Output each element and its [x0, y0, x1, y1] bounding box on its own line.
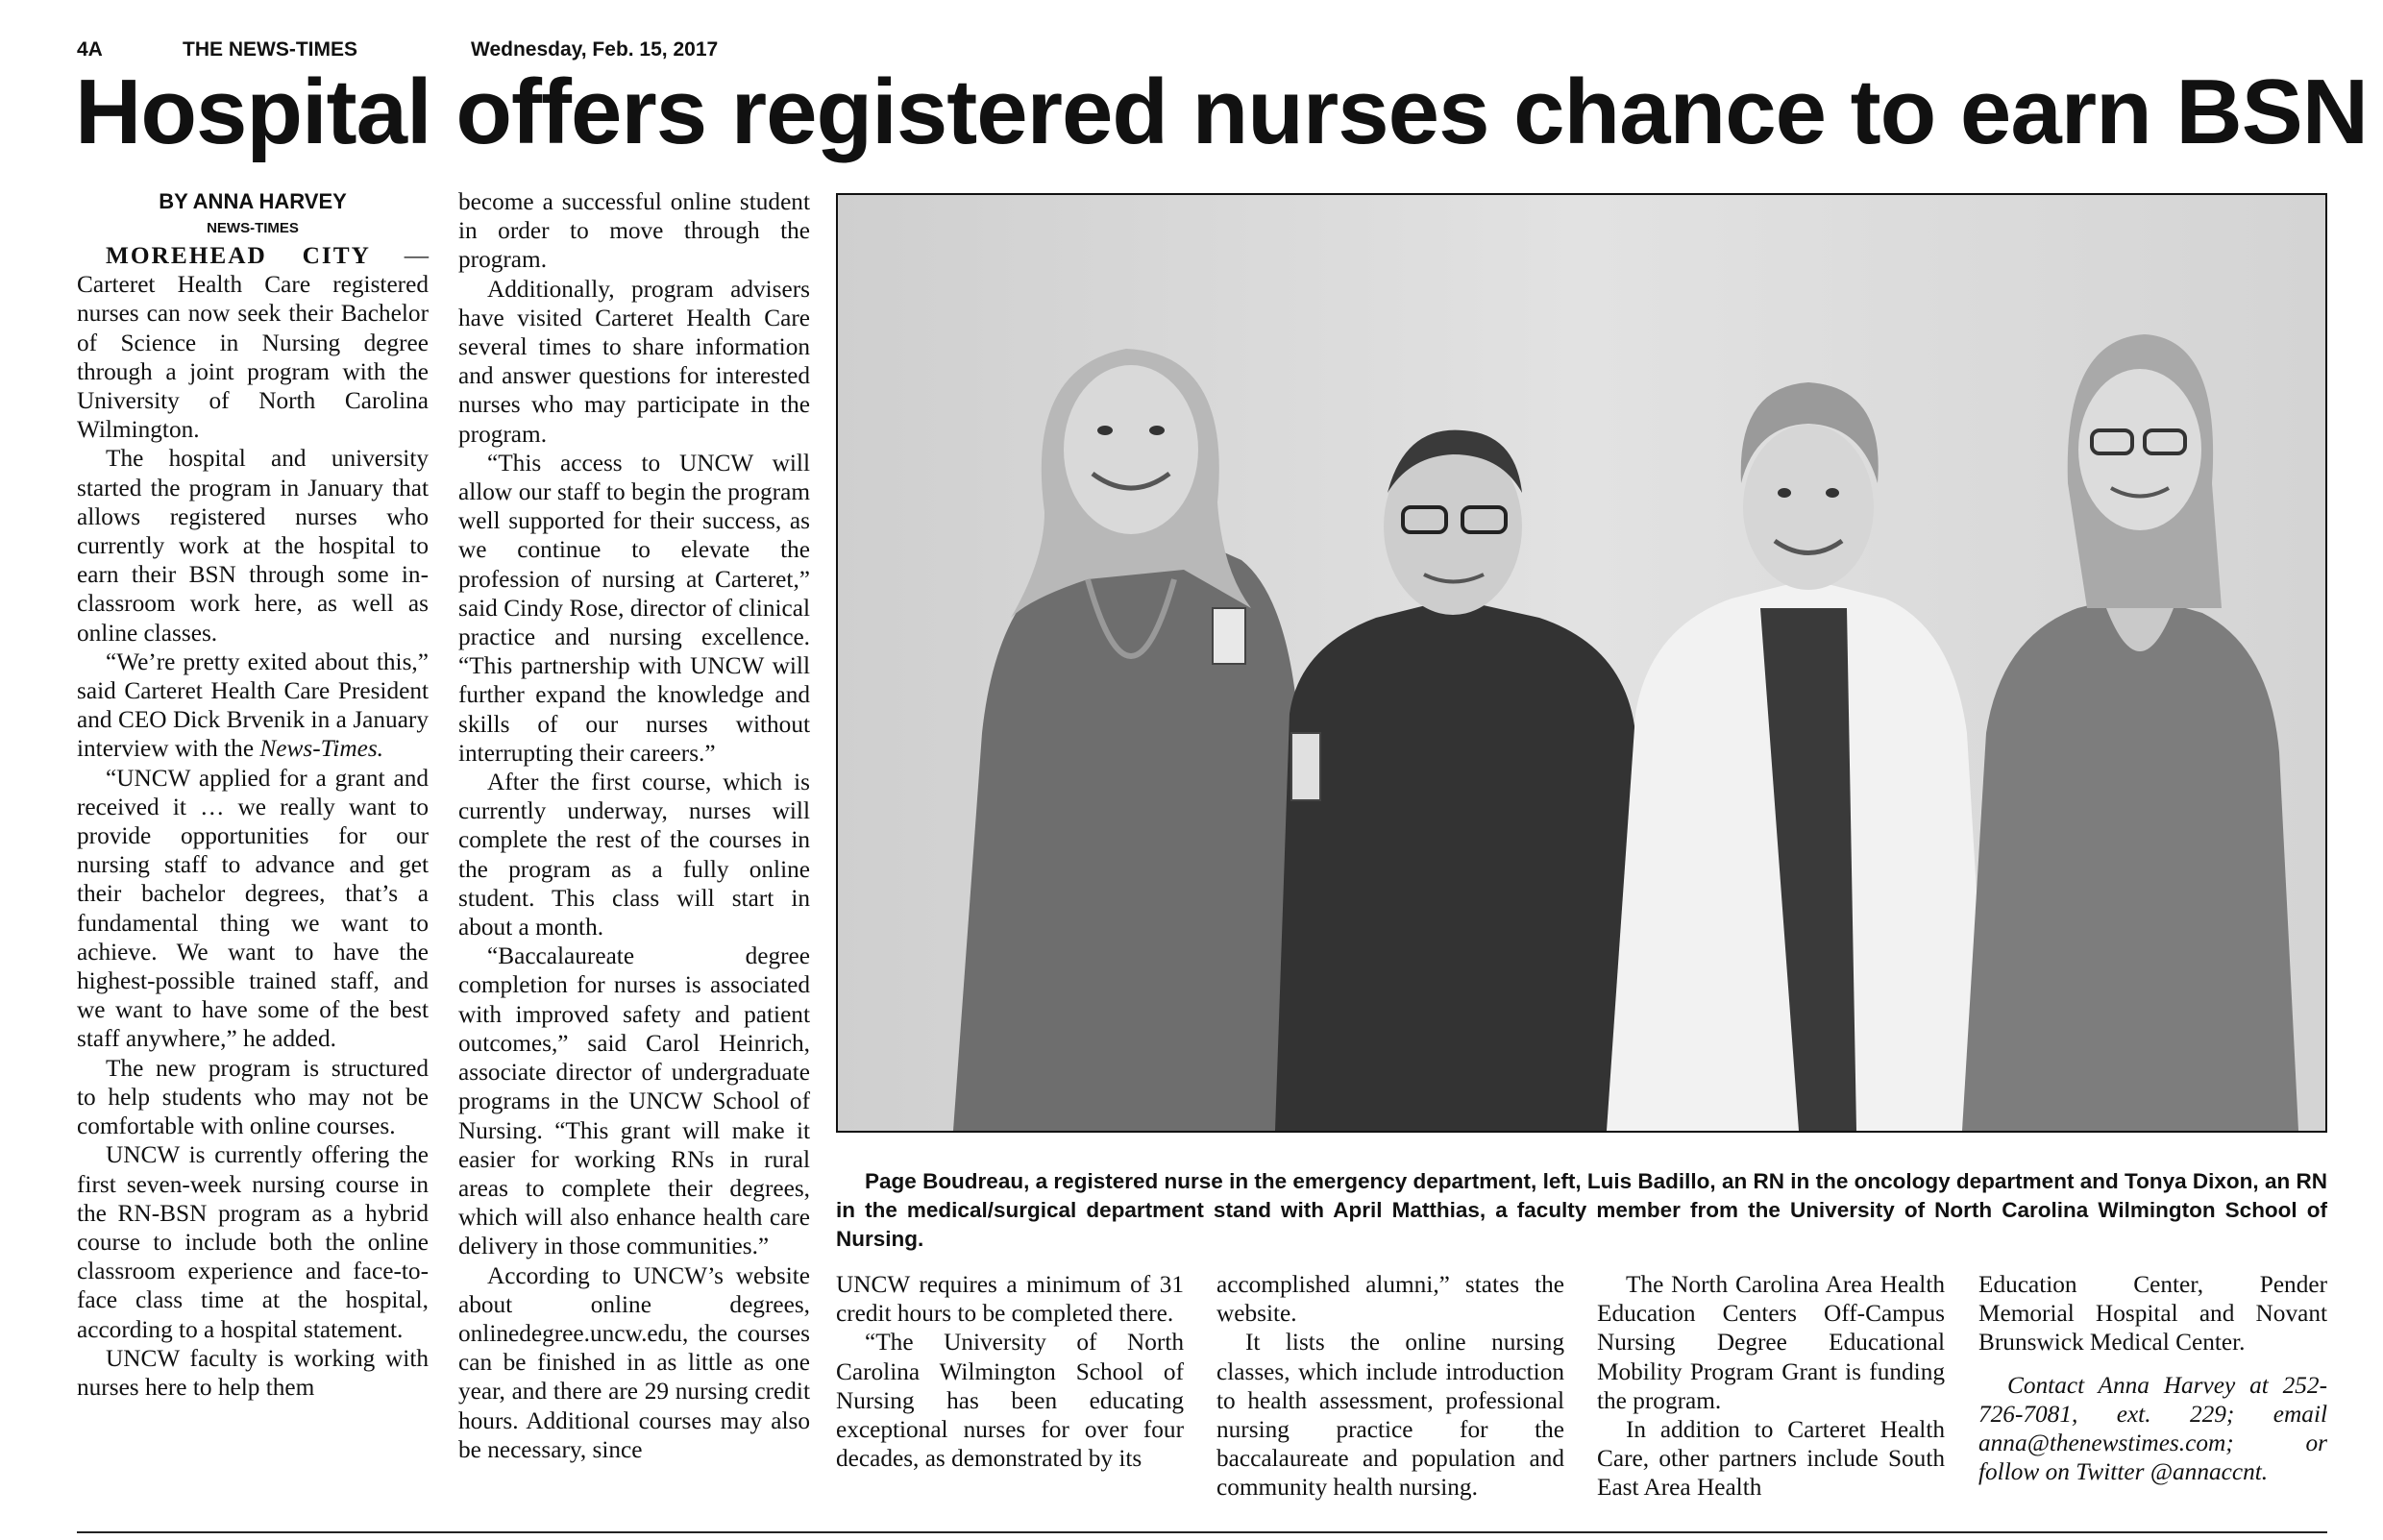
- article-column-2: [458, 187, 810, 1464]
- article-paragraph: MOREHEAD CITY — Carteret Health Care registered nurses can now seek their Bachelor of Science in Nursing degree through a joint program with the University of North Carolina Wilmington.: [77, 242, 429, 444]
- page-number: 4A: [77, 38, 103, 61]
- byline-credit: NEWS-TIMES: [207, 220, 299, 236]
- article-paragraph: Additionally, program advisers have visited Carteret Health Care several times to share information and answer questions for interested nurses who may participate in the program.: [458, 275, 810, 448]
- byline: BY ANNA HARVEY: [159, 189, 347, 213]
- article-column-6: [1978, 1270, 2327, 1486]
- article-paragraph: UNCW faculty is working with nurses here to help them: [77, 1344, 429, 1401]
- article-paragraph: The new program is structured to help students who may not be comfortable with online courses.: [77, 1054, 429, 1140]
- article-paragraph: “The University of North Carolina Wilmington School of Nursing has been educating exceptional nurses for over four decades, as demonstrated by its: [836, 1329, 1184, 1473]
- article-paragraph: accomplished alumni,” states the website.: [1216, 1271, 1564, 1328]
- article-column-4: [1216, 1270, 1564, 1503]
- article-paragraph: According to UNCW’s website about online degrees, onlinedegree.uncw.edu, the courses can be finished in as little as one year, and there are 29 nursing credit hours. Additional courses may also be necessary, since: [458, 1261, 810, 1463]
- issue-date: Wednesday, Feb. 15, 2017: [471, 38, 719, 61]
- article-paragraph: It lists the online nursing classes, which include introduction to health assessment, professional nursing practice for the baccalaureate and population and community health nursing.: [1216, 1329, 1564, 1502]
- publication-name: News-Times.: [259, 735, 383, 763]
- article-paragraph: The North Carolina Area Health Education Centers Off-Campus Nursing Degree Educational Mobility Program Grant is funding the program.: [1597, 1271, 1945, 1414]
- news-photo: [836, 193, 2327, 1133]
- article-paragraph: In addition to Carteret Health Care, other partners include South East Area Health: [1597, 1416, 1945, 1502]
- article-paragraph: become a successful online student in order to move through the program.: [458, 188, 810, 274]
- article-column-1: [77, 187, 429, 1402]
- article-paragraph: “UNCW applied for a grant and received it … we really want to provide opportunities for our nursing staff to advance and get their bachelor degrees, that’s a fundamental thing we want to achieve. We want to have the highest-possible trained staff, and we want to have some of the best staff anywhere,” he added.: [77, 764, 429, 1053]
- article-paragraph: The hospital and university started the program in January that allows registered nurses who currently work at the hospital to earn their BSN through some in-classroom work here, as well as online classes.: [77, 445, 429, 647]
- article-paragraph: “This access to UNCW will allow our staff to begin the program well supported for their success, as we continue to elevate the profession of nursing at Carteret,” said Cindy Rose, director of clinical practice and nursing excellence. “This partnership with UNCW will further expand the knowledge and skills of our nurses without interrupting their careers.”: [458, 449, 810, 767]
- headline: Hospital offers registered nurses chance to earn BSN: [75, 61, 2369, 163]
- photo-caption: Page Boudreau, a registered nurse in the emergency department, left, Luis Badillo, an RN in the oncology department and Tonya Dixon, an RN in the medical/surgical department stand with April Matthias, a faculty member from the University of North Carolina Wilmington School of Nursing.: [836, 1169, 2327, 1251]
- dateline: MOREHEAD CITY: [106, 242, 371, 269]
- article-paragraph: After the first course, which is currently underway, nurses will complete the rest of the courses in the program as a fully online student. This class will start in about a month.: [458, 769, 810, 941]
- article-paragraph: “We’re pretty exited about this,” said Carteret Health Care President and CEO Dick Brvenik in a January interview with the News-Times.: [77, 648, 429, 763]
- bottom-rule: [77, 1531, 2327, 1533]
- article-column-5: [1597, 1270, 1945, 1503]
- article-paragraph: UNCW is currently offering the first seven-week nursing course in the RN-BSN program as a hybrid course to include both the online classroom experience and face-to-face class time at the hospital, according to a hospital statement.: [77, 1141, 429, 1343]
- article-column-3: [836, 1270, 1184, 1473]
- article-paragraph: “Baccalaureate degree completion for nurses is associated with improved safety and patient outcomes,” said Carol Heinrich, associate director of undergraduate programs in the UNCW School of Nursing. “This grant will make it easier for working RNs in rural areas to complete their degrees, which will also enhance health care delivery in those communities.”: [458, 942, 810, 1260]
- article-paragraph: Education Center, Pender Memorial Hospital and Novant Brunswick Medical Center.: [1978, 1271, 2327, 1357]
- newspaper-name: THE NEWS-TIMES: [183, 38, 357, 61]
- article-paragraph: UNCW requires a minimum of 31 credit hours to be completed there.: [836, 1271, 1184, 1328]
- contact-info: Contact Anna Harvey at 252-726-7081, ext. 229; email anna@thenewstimes.com; or follow on Twitter @annaccnt.: [1978, 1371, 2327, 1486]
- photo-image: [838, 195, 2325, 1131]
